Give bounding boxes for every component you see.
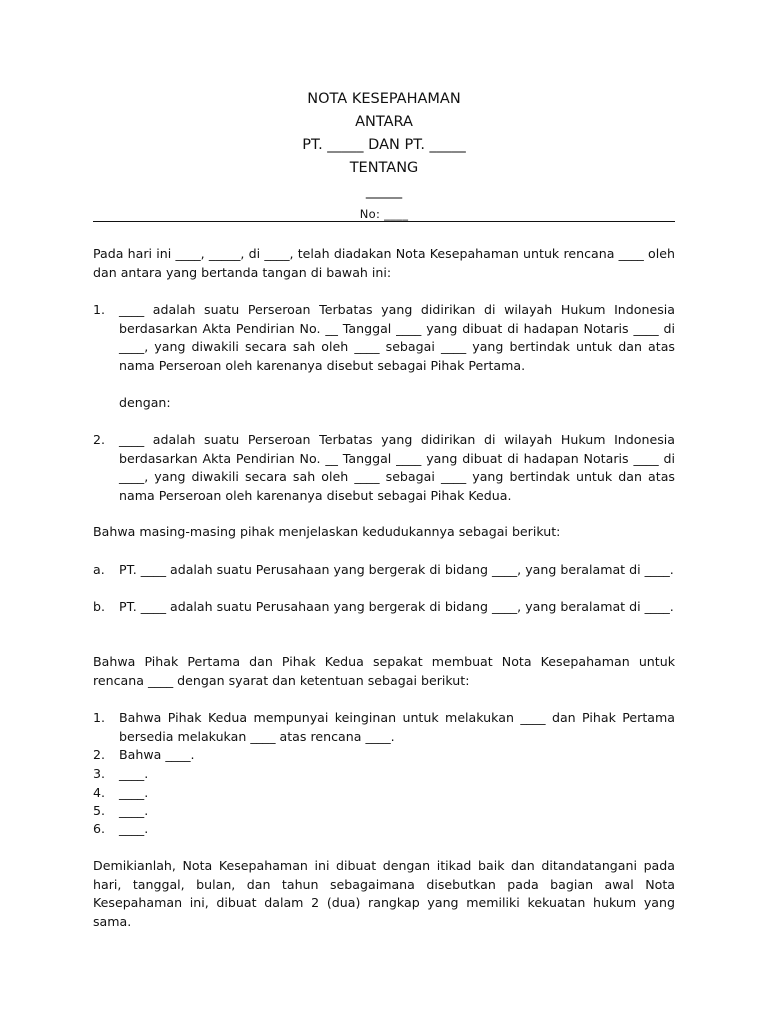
term-text: Bahwa ____. bbox=[119, 747, 195, 762]
term-item-1 bbox=[93, 709, 675, 746]
header-divider bbox=[93, 221, 675, 222]
document-header bbox=[0, 88, 768, 223]
title-line-5: _____ bbox=[365, 183, 403, 199]
term-number: 2. bbox=[93, 747, 106, 762]
term-item-6 bbox=[93, 820, 675, 839]
agreement-intro: Bahwa Pihak Pertama dan Pihak Kedua sepakat membuat Nota Kesepahaman untuk rencana ____ dengan syarat dan ketentuan sebagai berikut: bbox=[93, 654, 675, 688]
term-number: 6. bbox=[93, 821, 106, 836]
term-item-4 bbox=[93, 784, 675, 803]
party-text: ____ adalah suatu Perseroan Terbatas yang didirikan di wilayah Hukum Indonesia berdasarkan Akta Pendirian No. __ Tanggal ____ yang dibuat di hadapan Notaris ____ di ____, yang diwakili secara sah oleh ____ sebagai ____ yang bertindak untuk dan atas nama Perseroan oleh karenanya disebut sebagai Pihak Pertama. bbox=[119, 302, 675, 373]
position-text: PT. ____ adalah suatu Perusahaan yang bergerak di bidang ____, yang beralamat di ____. bbox=[119, 562, 674, 577]
term-number: 5. bbox=[93, 803, 106, 818]
term-text: ____. bbox=[119, 785, 149, 800]
document-number: No: ____ bbox=[359, 207, 409, 221]
party-item-1 bbox=[93, 301, 675, 375]
position-text: PT. ____ adalah suatu Perusahaan yang bergerak di bidang ____, yang beralamat di ____. bbox=[119, 599, 674, 614]
opening-paragraph: Pada hari ini ____, _____, di ____, telah diadakan Nota Kesepahaman untuk rencana ____ oleh dan antara yang bertanda tangan di bawah ini: bbox=[93, 246, 675, 280]
term-item-5 bbox=[93, 802, 675, 821]
term-number: 1. bbox=[93, 710, 106, 725]
position-item-a bbox=[93, 561, 675, 580]
title-line-2: ANTARA bbox=[355, 114, 413, 130]
position-label: a. bbox=[93, 562, 105, 577]
term-text: ____. bbox=[119, 803, 149, 818]
connector-text: dengan: bbox=[119, 395, 171, 410]
title-line-4: TENTANG bbox=[349, 160, 419, 176]
party-number: 1. bbox=[93, 302, 106, 317]
closing-paragraph: Demikianlah, Nota Kesepahaman ini dibuat dengan itikad baik dan ditandatangani pada hari, tanggal, bulan, dan tahun sebagaimana disebutkan pada bagian awal Nota Kesepahaman ini, dibuat dalam 2 (dua) rangkap yang memiliki kekuatan hukum yang sama. bbox=[93, 858, 675, 929]
term-number: 4. bbox=[93, 785, 106, 800]
position-intro: Bahwa masing-masing pihak menjelaskan kedudukannya sebagai berikut: bbox=[93, 524, 561, 539]
party-text: ____ adalah suatu Perseroan Terbatas yang didirikan di wilayah Hukum Indonesia berdasarkan Akta Pendirian No. __ Tanggal ____ yang dibuat di hadapan Notaris ____ di ____, yang diwakili secara sah oleh ____ sebagai ____ yang bertindak untuk dan atas nama Perseroan oleh karenanya disebut sebagai Pihak Kedua. bbox=[119, 432, 675, 503]
party-number: 2. bbox=[93, 432, 106, 447]
term-text: Bahwa Pihak Kedua mempunyai keinginan untuk melakukan ____ dan Pihak Pertama bersedia melakukan ____ atas rencana ____. bbox=[119, 710, 675, 744]
term-item-3 bbox=[93, 765, 675, 784]
position-label: b. bbox=[93, 599, 105, 614]
term-item-2 bbox=[93, 746, 675, 765]
term-text: ____. bbox=[119, 766, 149, 781]
term-number: 3. bbox=[93, 766, 106, 781]
position-item-b bbox=[93, 598, 675, 617]
title-line-1: NOTA KESEPAHAMAN bbox=[307, 91, 461, 107]
term-text: ____. bbox=[119, 821, 149, 836]
party-item-2 bbox=[93, 431, 675, 505]
title-line-3: PT. _____ DAN PT. _____ bbox=[302, 137, 466, 153]
